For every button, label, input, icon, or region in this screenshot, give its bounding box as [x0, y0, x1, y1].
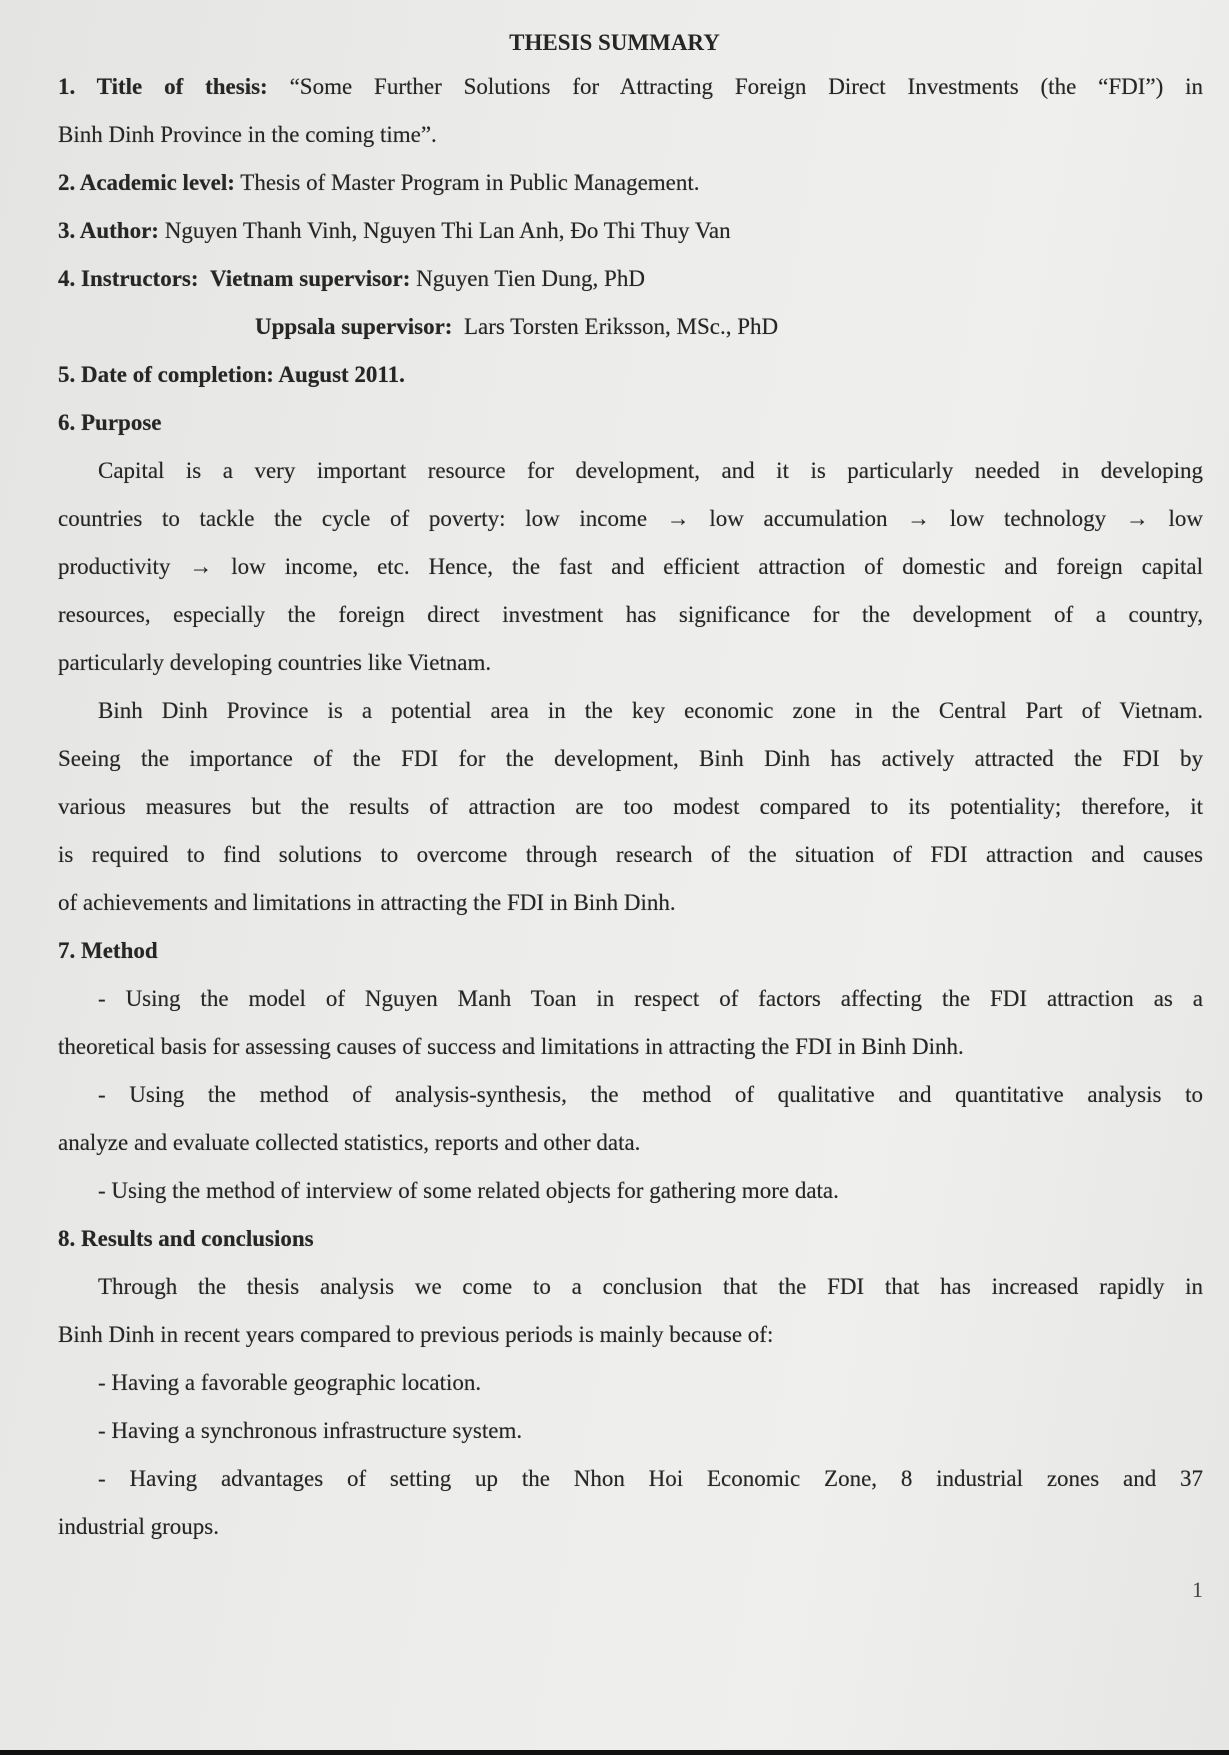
uppsala-supervisor-label: Uppsala supervisor:: [255, 314, 453, 339]
paragraph-line: is required to find solutions to overcome through research of the situation of FDI attraction and causes: [58, 842, 1203, 867]
value: Thesis of Master Program in Public Management.: [240, 170, 700, 195]
paragraph-line: Binh Dinh Province is a potential area in the key economic zone in the Central Part of Vietnam.: [98, 698, 1203, 723]
paragraph-line: of achievements and limitations in attracting the FDI in Binh Dinh.: [58, 890, 676, 915]
vietnam-supervisor-label: Vietnam supervisor:: [210, 266, 411, 291]
paragraph-line: Capital is a very important resource for development, and it is particularly needed in developing: [98, 458, 1203, 483]
heading: 8. Results and conclusions: [58, 1226, 314, 1251]
paragraph-line: particularly developing countries like Vietnam.: [58, 650, 492, 675]
paragraph-line: Binh Dinh in recent years compared to previous periods is mainly because of:: [58, 1322, 774, 1347]
paragraph-line: various measures but the results of attraction are too modest compared to its potentiality; therefore, it: [58, 794, 1203, 819]
scan-edge: [0, 1750, 1229, 1755]
bullet-item: - Having a synchronous infrastructure system.: [98, 1418, 523, 1443]
method-line: analyze and evaluate collected statistics, reports and other data.: [58, 1130, 641, 1155]
paragraph-line: productivity → low income, etc. Hence, the fast and efficient attraction of domestic and foreign capital: [58, 554, 1203, 579]
paragraph-line: Seeing the importance of the FDI for the development, Binh Dinh has actively attracted the FDI by: [58, 746, 1203, 771]
label: 1. Title of thesis:: [58, 74, 268, 99]
page-number: 1: [1192, 1577, 1203, 1602]
results-heading: [58, 1215, 1203, 1263]
label: 5. Date of completion: August 2011.: [58, 362, 405, 387]
uppsala-supervisor-line: [255, 303, 778, 351]
paragraph-line: resources, especially the foreign direct investment has significance for the development of a country,: [58, 602, 1203, 627]
thesis-title-line: Binh Dinh Province in the coming time”.: [58, 122, 437, 147]
label: 3. Author:: [58, 218, 159, 243]
method-line: - Using the method of analysis-synthesis, the method of qualitative and quantitative analysis to: [98, 1082, 1203, 1107]
heading: 6. Purpose: [58, 410, 162, 435]
method-line: - Using the method of interview of some related objects for gathering more data.: [98, 1178, 839, 1203]
heading: 7. Method: [58, 938, 158, 963]
vietnam-supervisor: Nguyen Tien Dung, PhD: [416, 266, 645, 291]
value: Nguyen Thanh Vinh, Nguyen Thi Lan Anh, Đo Thi Thuy Van: [164, 218, 731, 243]
author: [58, 207, 1203, 255]
bullet-item: - Having advantages of setting up the Nhon Hoi Economic Zone, 8 industrial zones and 37: [98, 1466, 1203, 1491]
label: 2. Academic level:: [58, 170, 235, 195]
method-heading: [58, 927, 1203, 975]
thesis-title-line: [58, 63, 1203, 111]
label: 4. Instructors:: [58, 266, 199, 291]
paragraph-line: countries to tackle the cycle of poverty: low income → low accumulation → low technology → low: [58, 506, 1203, 531]
page-title: THESIS SUMMARY: [509, 30, 720, 55]
uppsala-supervisor: Lars Torsten Eriksson, MSc., PhD: [463, 314, 779, 339]
bullet-item: - Having a favorable geographic location.: [98, 1370, 482, 1395]
date-of-completion: [58, 351, 1203, 399]
method-line: theoretical basis for assessing causes of success and limitations in attracting the FDI in Binh Dinh.: [58, 1034, 964, 1059]
instructors: [58, 255, 1203, 303]
value: “Some Further Solutions for Attracting Foreign Direct Investments (the “FDI”) in: [289, 74, 1204, 99]
paragraph-line: Through the thesis analysis we come to a conclusion that the FDI that has increased rapidly in: [98, 1274, 1203, 1299]
purpose-heading: [58, 399, 1203, 447]
bullet-item: industrial groups.: [58, 1514, 219, 1539]
method-line: - Using the model of Nguyen Manh Toan in respect of factors affecting the FDI attraction as a: [98, 986, 1203, 1011]
academic-level: [58, 159, 1203, 207]
